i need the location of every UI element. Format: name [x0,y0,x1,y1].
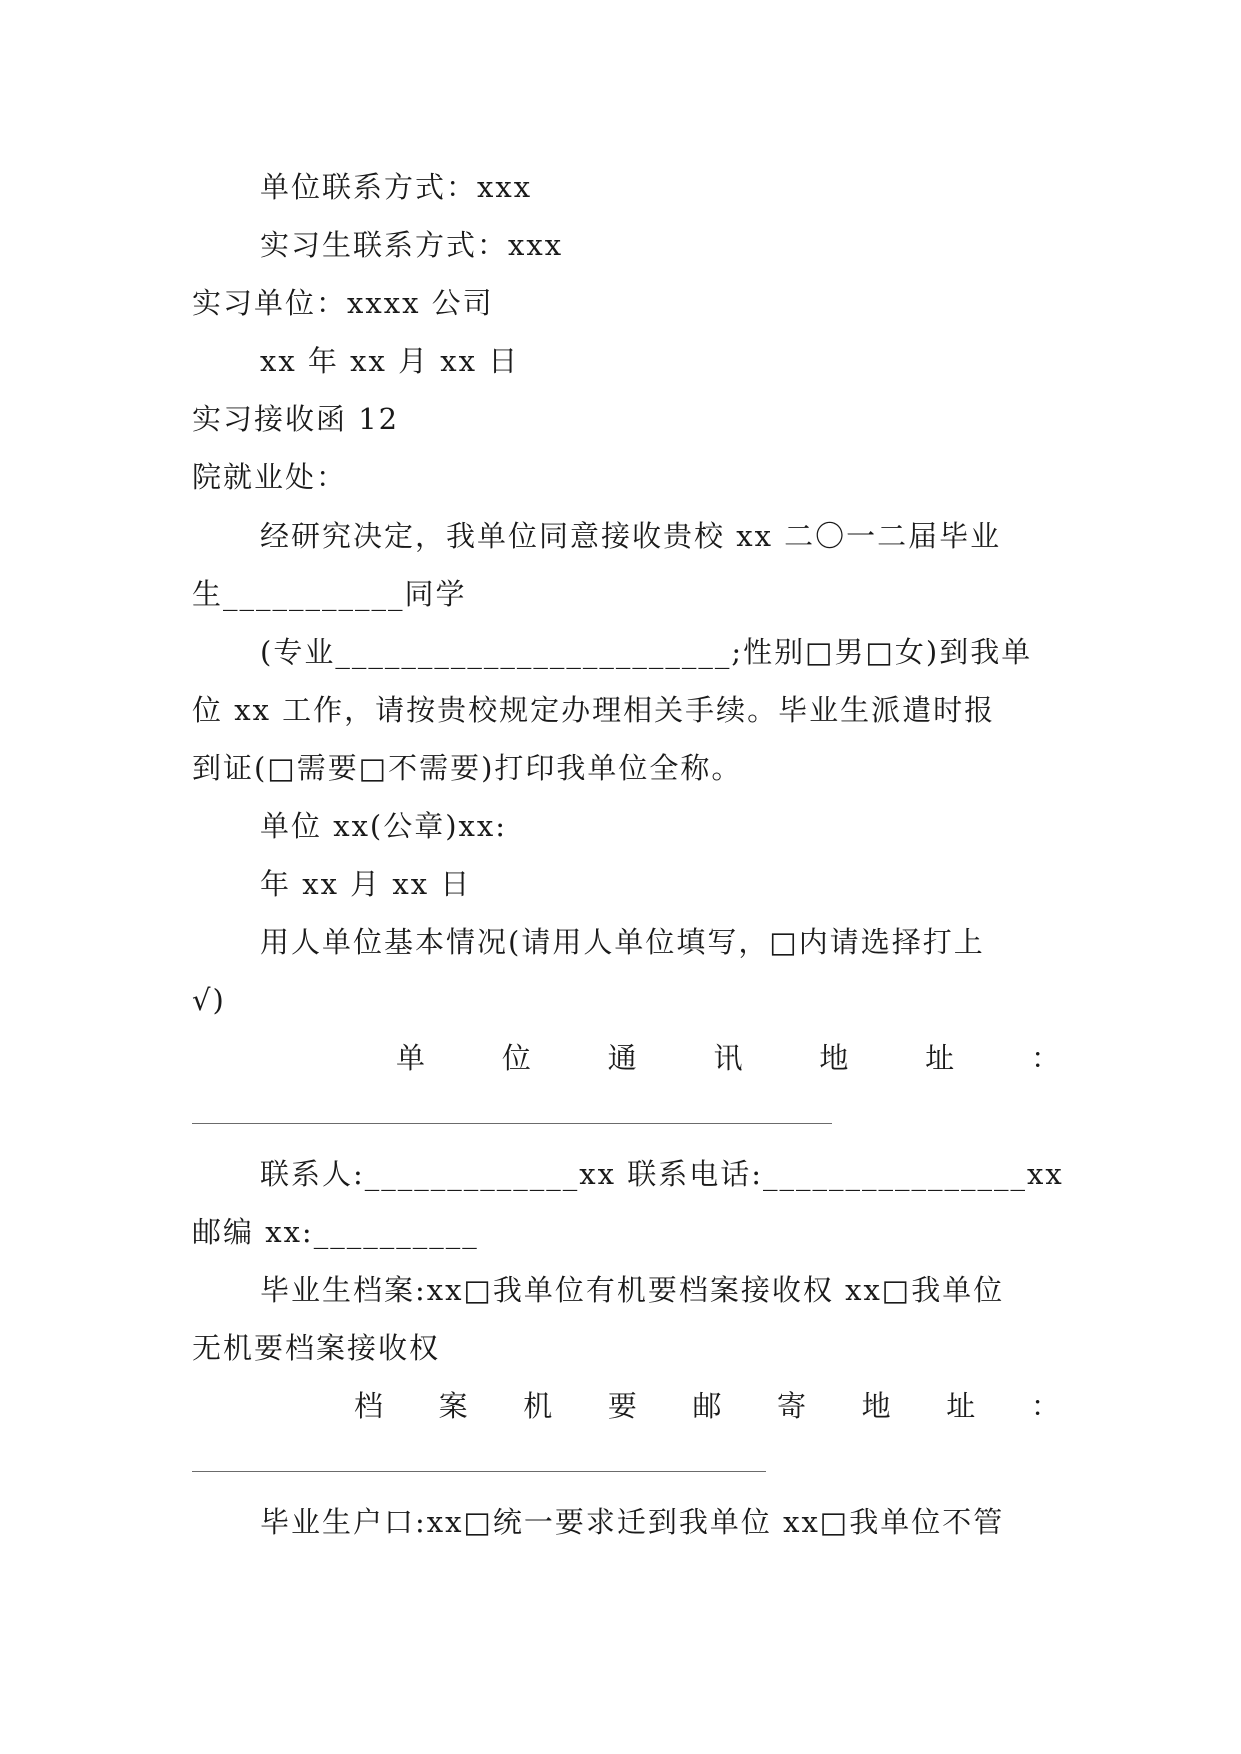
household-line: 毕业生户口:xx□统一要求迁到我单位 xx□我单位不管 [260,1505,1005,1539]
unit-contact-line: 单位联系方式：xxx [260,170,533,204]
body-paragraph-line: 到证(□需要□不需要)打印我单位全称。 [192,751,743,785]
address-char: 址 [946,1389,976,1423]
unit-info-heading: 用人单位基本情况(请用人单位填写，□内请选择打上 [260,925,985,959]
unit-info-heading-cont: √) [192,983,226,1017]
archive-address-fill-rule [192,1471,766,1472]
address-char: 通 [607,1041,637,1075]
address-char: 地 [861,1389,891,1423]
address-fill-rule [192,1123,832,1124]
address-char: 讯 [713,1041,743,1075]
postcode-line: 邮编 xx:__________ [192,1215,479,1249]
body-paragraph-line: 经研究决定，我单位同意接收贵校 xx 二〇一二届毕业 [260,519,1002,553]
archive-address-label [354,1386,1060,1426]
document-title: 实习接收函 12 [192,402,400,436]
address-char: 案 [438,1389,468,1423]
contact-person-line: 联系人:_____________xx 联系电话:________________xx [260,1157,1064,1191]
seal-date-line: 年 xx 月 xx 日 [260,867,472,901]
recipient-line: 院就业处： [192,460,348,494]
address-char: ： [1030,1041,1060,1075]
address-char: ： [1030,1389,1060,1423]
address-char: 位 [501,1041,531,1075]
address-char: 档 [354,1389,384,1423]
archive-line-cont: 无机要档案接收权 [192,1331,441,1365]
intern-contact-line: 实习生联系方式：xxx [260,228,564,262]
archive-line: 毕业生档案:xx□我单位有机要档案接收权 xx□我单位 [260,1273,1005,1307]
body-paragraph-line: (专业________________________;性别□男□女)到我单 [260,635,1033,669]
seal-line: 单位 xx(公章)xx: [260,809,508,843]
address-char: 机 [523,1389,553,1423]
unit-address-label [396,1038,1060,1078]
intern-unit-line: 实习单位：xxxx 公司 [192,286,494,320]
address-char: 址 [925,1041,955,1075]
body-paragraph-line: 生___________同学 [192,577,467,611]
address-char: 邮 [692,1389,722,1423]
body-paragraph-line: 位 xx 工作，请按贵校规定办理相关手续。毕业生派遣时报 [192,693,996,727]
address-char: 地 [819,1041,849,1075]
address-char: 寄 [777,1389,807,1423]
date-line: xx 年 xx 月 xx 日 [260,344,520,378]
address-char: 要 [607,1389,637,1423]
address-char: 单 [396,1041,426,1075]
